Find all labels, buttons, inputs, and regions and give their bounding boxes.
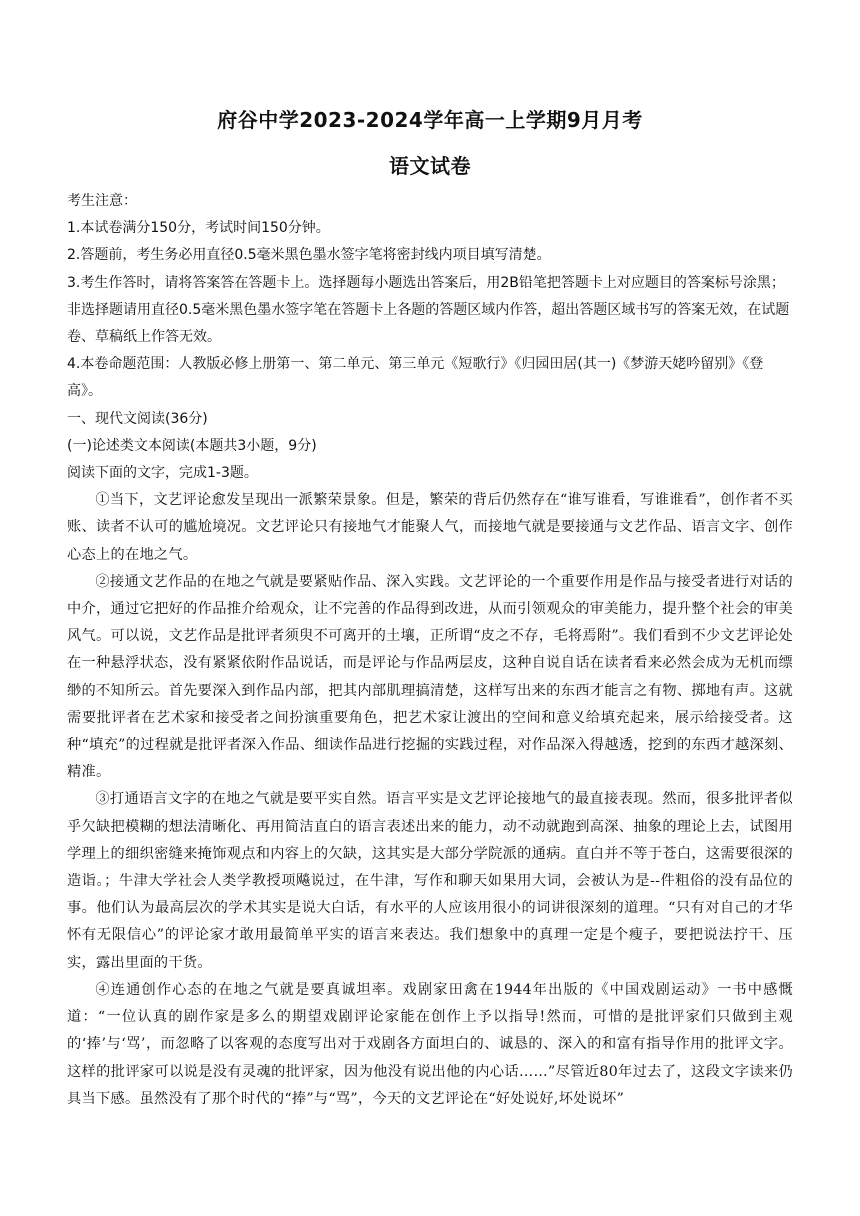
section-heading: 一、现代文阅读(36分) [67,410,208,427]
section-sub-heading: (一)论述类文本阅读(本题共3小题，9分) [67,437,317,454]
exam-subtitle: 语文试卷 [389,154,471,178]
exam-title: 府谷中学2023-2024学年高一上学期9月月考 [217,108,643,132]
notice-heading: 考生注意： [67,193,137,209]
exam-body [67,188,793,1113]
reading-instruction: 阅读下面的文字，完成1-3题。 [67,465,258,482]
passage-paragraph-1: ①当下，文艺评论愈发呈现出一派繁荣景象。但是，繁荣的背后仍然存在“谁写谁看，写谁谁看”，创作者不买账、读者不认可的尴尬境况。文艺评论只有接地气才能聚人气，而接地气就是要接通与文艺作品、语言文字、创作心态上的在地之气。 [67,492,793,563]
passage-paragraph-3: ③打通语言文字的在地之气就是要平实自然。语言平实是文艺评论接地气的最直接表现。然而，很多批评者似乎欠缺把模糊的想法清晰化、再用简洁直白的语言表述出来的能力，动不动就跑到高深、抽象的理论上去，试图用学理上的细织密缝来掩饰观点和内容上的欠缺，这其实是大部分学院派的通病。直白并不等于苍白，这需要很深的造诣。；牛津大学社会人类学教授项飚说过，在牛津，写作和聊天如果用大词，会被认为是--件粗俗的没有品位的事。他们认为最高层次的学术其实是说大白话，有水平的人应该用很小的词讲很深刻的道理。“只有对自己的才华怀有无限信心”的评论家才敢用最简单平实的语言来表达。我们想象中的真理一定是个瘦子，要把说法拧干、压实，露出里面的干货。 [67,791,793,971]
notice-item: 3.考生作答时，请将答案答在答题卡上。选择题每小题选出答案后，用2B铅笔把答题卡上对应题目的答案标号涂黑；非选择题请用直径0.5毫米黑色墨水签字笔在答题卡上各题的答题区域内作答，超出答题区域书写的答案无效，在试题卷、草稿纸上作答无效。 [67,274,790,346]
notice-item: 2.答题前，考生务必用直径0.5毫米黑色墨水签字笔将密封线内项目填写清楚。 [67,247,551,264]
notice-item: 1.本试卷满分150分，考试时间150分钟。 [67,220,330,237]
notice-item: 4.本卷命题范围：人教版必修上册第一、第二单元、第三单元《短歌行》《归园田居(其一)《梦游天姥吟留别》《登高》。 [67,356,764,400]
passage-paragraph-4: ④连通创作心态的在地之气就是要真诚坦率。戏剧家田禽在1944年出版的《中国戏剧运动》一书中感慨道：“一位认真的剧作家是多么的期望戏剧评论家能在创作上予以指导!然而，可惜的是批评家们只做到主观的‘捧’与‘骂’，而忽略了以客观的态度写出对于戏剧各方面坦白的、诚恳的、深入的和富有指导作用的批评文字。这样的批评家可以说是没有灵魂的批评家，因为他没有说出他的内心话……”尽管近80年过去了，这段文字读来仍具当下感。虽然没有了那个时代的“捧”与“骂”，今天的文艺评论在“好处说好,坏处说坏” [67,981,793,1107]
passage-paragraph-2: ②接通文艺作品的在地之气就是要紧贴作品、深入实践。文艺评论的一个重要作用是作品与接受者进行对话的中介，通过它把好的作品推介给观众，让不完善的作品得到改进，从而引领观众的审美能力，提升整个社会的审美风气。可以说，文艺作品是批评者须臾不可离开的土壤，正所谓“皮之不存，毛将焉附”。我们看到不少文艺评论处在一种悬浮状态，没有紧紧依附作品说话，而是评论与作品两层皮，这种自说自话在读者看来必然会成为无机而缥缈的不知所云。首先要深入到作品内部，把其内部肌理搞清楚，这样写出来的东西才能言之有物、掷地有声。这就需要批评者在艺术家和接受者之间扮演重要角色，把艺术家让渡出的空间和意义给填充起来，展示给接受者。这种“填充”的过程就是批评者深入作品、细读作品进行挖掘的实践过程，对作品深入得越透，挖到的东西才越深刻、精准。 [67,573,793,781]
